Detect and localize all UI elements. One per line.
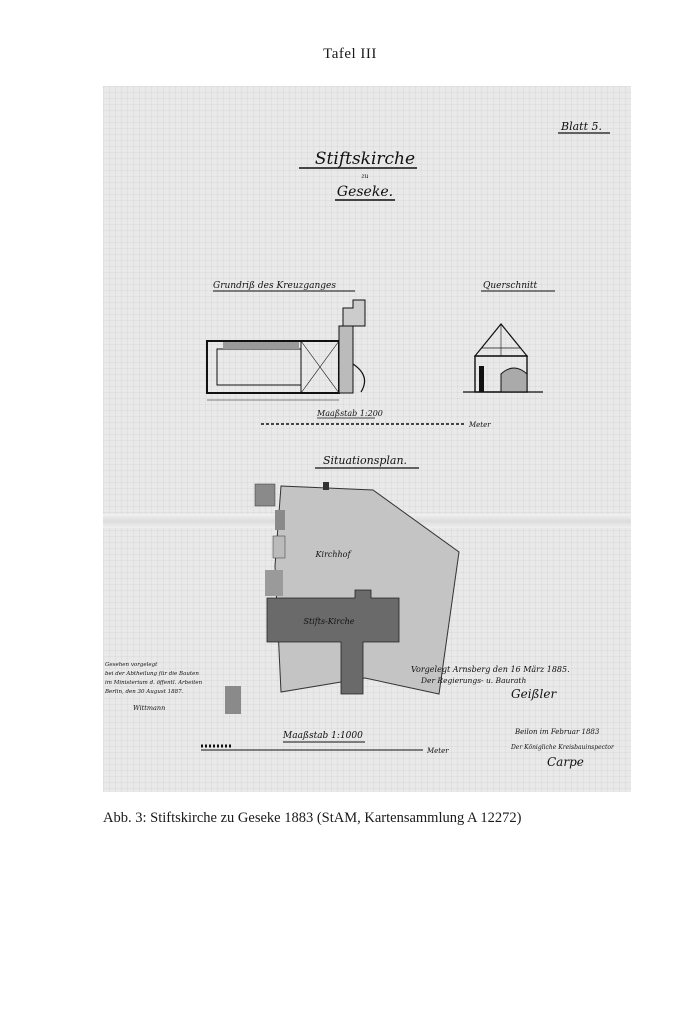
- figure-caption: Abb. 3: Stiftskirche zu Geseke 1883 (StAM, Kartensammlung A 12272): [103, 810, 522, 826]
- plate-number: Tafel III: [323, 46, 377, 62]
- cross-section-drawing: [463, 324, 543, 392]
- sheet-label: Blatt 5.: [561, 120, 602, 133]
- note-left-4: Berlin, den 30 August 1887.: [105, 689, 184, 695]
- note-left-2: bei der Abtheilung für die Bauten: [105, 671, 199, 677]
- plan-drawing: [103, 86, 631, 792]
- site-plan-heading: Situationsplan.: [322, 454, 408, 467]
- scale-2-label: Maaßstab 1:1000: [283, 731, 363, 741]
- note-received-2: Der Regierungs- u. Baurath: [421, 676, 527, 685]
- scale-1-unit: Meter: [469, 421, 491, 429]
- plan-title-2: Geseke.: [336, 184, 394, 200]
- note-left-3: im Ministerium d. öffentl. Arbeiten: [105, 680, 203, 686]
- scale-2-unit: Meter: [427, 747, 449, 755]
- note-left-1: Gesehen vorgelegt: [105, 662, 158, 668]
- signature-2: Carpe: [547, 755, 584, 769]
- note-left-signature: Wittmann: [133, 704, 166, 712]
- churchyard-label: Kirchhof: [315, 550, 351, 559]
- note-received: Vorgelegt Arnsberg den 16 März 1885.: [411, 665, 570, 674]
- cloister-heading: Grundriß des Kreuzganges: [213, 281, 336, 291]
- church-label: Stifts-Kirche: [303, 617, 355, 626]
- place-date: Beilon im Februar 1883: [515, 728, 600, 736]
- plan-title-1: Stiftskirche: [314, 149, 416, 169]
- cloister-floor-plan: [207, 300, 365, 400]
- historic-plan-image: [103, 86, 631, 792]
- office-title: Der Königliche Kreisbauinspector: [511, 744, 614, 751]
- cross-section-heading: Querschnitt: [483, 281, 538, 291]
- scale-1-label: Maaßstab 1:200: [317, 409, 383, 418]
- plan-title-small: zu: [361, 173, 369, 180]
- note-signature-1: Geißler: [511, 687, 557, 701]
